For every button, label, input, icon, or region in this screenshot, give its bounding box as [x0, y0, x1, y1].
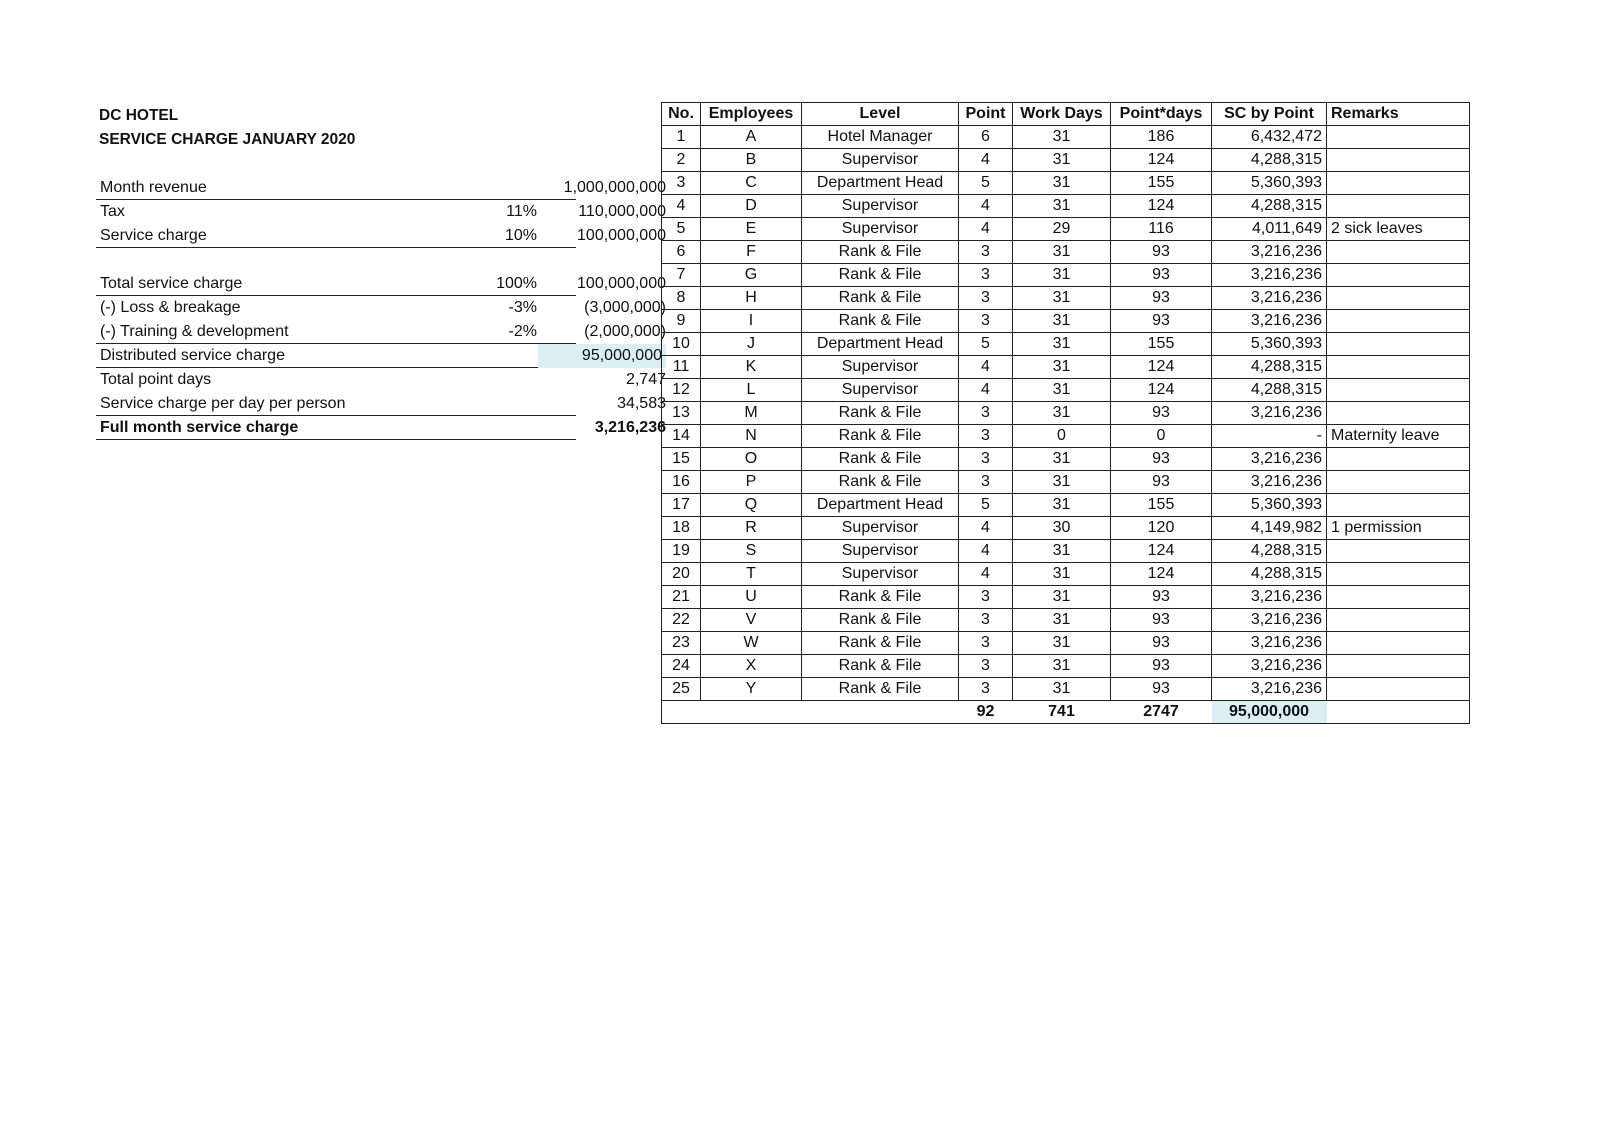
- cell-employee: L: [701, 379, 802, 402]
- table-row: [662, 379, 1470, 402]
- col-header-remarks: Remarks: [1327, 103, 1470, 126]
- hotel-name: DC HOTEL: [99, 107, 179, 124]
- employee-table: [661, 102, 1470, 724]
- cell-remarks: [1327, 126, 1470, 149]
- cell-no: 12: [662, 379, 701, 402]
- spacer: [96, 248, 576, 272]
- table-row: [662, 517, 1470, 540]
- summary-pct: -3%: [508, 299, 537, 316]
- cell-point: 3: [959, 264, 1013, 287]
- cell-sc-by-point: 4,011,649: [1212, 218, 1327, 241]
- cell-no: 10: [662, 333, 701, 356]
- cell-employee: C: [701, 172, 802, 195]
- summary-row-tax: [96, 200, 666, 224]
- cell-point: 3: [959, 425, 1013, 448]
- summary-pct: 10%: [504, 227, 537, 244]
- cell-remarks: [1327, 264, 1470, 287]
- cell-point: 3: [959, 287, 1013, 310]
- report-title: SERVICE CHARGE JANUARY 2020: [99, 131, 356, 148]
- cell-sc-by-point: 3,216,236: [1212, 264, 1327, 287]
- cell-employee: K: [701, 356, 802, 379]
- summary-amount: 100,000,000: [577, 227, 666, 244]
- table-row: [662, 149, 1470, 172]
- total-work-days: 741: [1013, 701, 1111, 724]
- summary-row-total-point-days: [96, 368, 666, 392]
- cell-sc-by-point: 3,216,236: [1212, 632, 1327, 655]
- total-point: 92: [959, 701, 1013, 724]
- cell-point-days: 93: [1111, 609, 1212, 632]
- cell-point-days: 93: [1111, 310, 1212, 333]
- cell-remarks: [1327, 655, 1470, 678]
- cell-point-days: 93: [1111, 471, 1212, 494]
- cell-employee: Q: [701, 494, 802, 517]
- cell-no: 11: [662, 356, 701, 379]
- cell-employee: U: [701, 586, 802, 609]
- cell-remarks: [1327, 586, 1470, 609]
- cell-no: 20: [662, 563, 701, 586]
- cell-sc-by-point: 3,216,236: [1212, 310, 1327, 333]
- summary-amount: 100,000,000: [577, 275, 666, 292]
- cell-level: Department Head: [802, 494, 959, 517]
- cell-point-days: 116: [1111, 218, 1212, 241]
- table-row: [662, 563, 1470, 586]
- cell-point: 4: [959, 356, 1013, 379]
- summary-row-month-revenue: [96, 176, 666, 200]
- cell-employee: H: [701, 287, 802, 310]
- summary-row-full-month: [96, 416, 666, 440]
- cell-sc-by-point: 5,360,393: [1212, 494, 1327, 517]
- summary-label: Service charge: [100, 227, 207, 244]
- cell-employee: T: [701, 563, 802, 586]
- cell-level: Rank & File: [802, 448, 959, 471]
- cell-no: 6: [662, 241, 701, 264]
- cell-point: 5: [959, 494, 1013, 517]
- cell-employee: N: [701, 425, 802, 448]
- total-cell-blank: [701, 701, 802, 724]
- cell-employee: S: [701, 540, 802, 563]
- summary-row-per-day-person: [96, 392, 666, 416]
- cell-employee: D: [701, 195, 802, 218]
- cell-remarks: [1327, 609, 1470, 632]
- cell-remarks: [1327, 402, 1470, 425]
- col-header-point-days: Point*days: [1111, 103, 1212, 126]
- table-row: [662, 425, 1470, 448]
- cell-no: 9: [662, 310, 701, 333]
- cell-point-days: 124: [1111, 379, 1212, 402]
- cell-employee: X: [701, 655, 802, 678]
- cell-point: 3: [959, 402, 1013, 425]
- cell-employee: M: [701, 402, 802, 425]
- table-row: [662, 609, 1470, 632]
- cell-level: Supervisor: [802, 195, 959, 218]
- col-header-employees: Employees: [701, 103, 802, 126]
- summary-label: Total point days: [100, 371, 212, 388]
- cell-work-days: 31: [1013, 609, 1111, 632]
- cell-work-days: 31: [1013, 195, 1111, 218]
- cell-point-days: 186: [1111, 126, 1212, 149]
- cell-work-days: 31: [1013, 149, 1111, 172]
- cell-remarks: [1327, 471, 1470, 494]
- summary-row-total-service-charge: [96, 272, 666, 296]
- summary-row-distributed: [96, 344, 662, 368]
- cell-level: Supervisor: [802, 540, 959, 563]
- cell-no: 17: [662, 494, 701, 517]
- total-point-days: 2747: [1111, 701, 1212, 724]
- cell-point: 6: [959, 126, 1013, 149]
- cell-no: 19: [662, 540, 701, 563]
- cell-no: 21: [662, 586, 701, 609]
- cell-point: 3: [959, 471, 1013, 494]
- cell-sc-by-point: 3,216,236: [1212, 655, 1327, 678]
- cell-remarks: Maternity leave: [1327, 425, 1470, 448]
- cell-point-days: 93: [1111, 632, 1212, 655]
- table-header-row: [662, 103, 1470, 126]
- cell-no: 15: [662, 448, 701, 471]
- table-row: [662, 333, 1470, 356]
- cell-point-days: 93: [1111, 678, 1212, 701]
- cell-employee: F: [701, 241, 802, 264]
- cell-employee: R: [701, 517, 802, 540]
- cell-employee: G: [701, 264, 802, 287]
- cell-employee: J: [701, 333, 802, 356]
- cell-level: Rank & File: [802, 402, 959, 425]
- summary-label: (-) Loss & breakage: [100, 299, 241, 316]
- cell-work-days: 31: [1013, 471, 1111, 494]
- summary-amount: 95,000,000: [538, 344, 666, 368]
- cell-point-days: 155: [1111, 333, 1212, 356]
- cell-point: 3: [959, 609, 1013, 632]
- summary-amount: 110,000,000: [578, 203, 666, 220]
- cell-sc-by-point: 3,216,236: [1212, 241, 1327, 264]
- cell-employee: Y: [701, 678, 802, 701]
- summary-label: Full month service charge: [100, 419, 299, 436]
- cell-point-days: 93: [1111, 402, 1212, 425]
- cell-sc-by-point: -: [1212, 425, 1327, 448]
- cell-no: 4: [662, 195, 701, 218]
- cell-remarks: [1327, 241, 1470, 264]
- cell-level: Hotel Manager: [802, 126, 959, 149]
- table-row: [662, 471, 1470, 494]
- cell-level: Rank & File: [802, 586, 959, 609]
- cell-employee: I: [701, 310, 802, 333]
- cell-employee: A: [701, 126, 802, 149]
- cell-no: 22: [662, 609, 701, 632]
- table-row: [662, 356, 1470, 379]
- cell-no: 8: [662, 287, 701, 310]
- cell-level: Supervisor: [802, 218, 959, 241]
- table-row: [662, 264, 1470, 287]
- total-sc-by-point: 95,000,000: [1212, 701, 1327, 724]
- cell-level: Rank & File: [802, 310, 959, 333]
- cell-level: Rank & File: [802, 609, 959, 632]
- cell-remarks: [1327, 540, 1470, 563]
- cell-level: Department Head: [802, 172, 959, 195]
- cell-sc-by-point: 3,216,236: [1212, 287, 1327, 310]
- cell-point: 5: [959, 172, 1013, 195]
- cell-no: 3: [662, 172, 701, 195]
- table-row: [662, 287, 1470, 310]
- cell-remarks: [1327, 678, 1470, 701]
- summary-pct: -2%: [508, 323, 537, 340]
- cell-point: 4: [959, 540, 1013, 563]
- cell-sc-by-point: 6,432,472: [1212, 126, 1327, 149]
- cell-remarks: [1327, 149, 1470, 172]
- cell-level: Rank & File: [802, 425, 959, 448]
- cell-employee: B: [701, 149, 802, 172]
- cell-work-days: 31: [1013, 356, 1111, 379]
- cell-point-days: 93: [1111, 448, 1212, 471]
- cell-point-days: 0: [1111, 425, 1212, 448]
- summary-amount: 34,583: [617, 395, 666, 412]
- cell-no: 14: [662, 425, 701, 448]
- cell-sc-by-point: 4,149,982: [1212, 517, 1327, 540]
- summary-amount: (3,000,000): [584, 299, 666, 316]
- total-cell-blank: [1327, 701, 1470, 724]
- table-row: [662, 655, 1470, 678]
- table-row: [662, 448, 1470, 471]
- cell-work-days: 31: [1013, 540, 1111, 563]
- cell-sc-by-point: 3,216,236: [1212, 448, 1327, 471]
- cell-sc-by-point: 3,216,236: [1212, 586, 1327, 609]
- cell-remarks: [1327, 356, 1470, 379]
- table-row: [662, 172, 1470, 195]
- summary-amount: 2,747: [625, 371, 666, 388]
- cell-work-days: 31: [1013, 402, 1111, 425]
- cell-point: 4: [959, 379, 1013, 402]
- summary-label: Month revenue: [100, 179, 207, 196]
- col-header-work-days: Work Days: [1013, 103, 1111, 126]
- cell-work-days: 30: [1013, 517, 1111, 540]
- cell-work-days: 31: [1013, 264, 1111, 287]
- summary-row-service-charge: [96, 224, 666, 248]
- cell-employee: W: [701, 632, 802, 655]
- cell-work-days: 31: [1013, 126, 1111, 149]
- cell-level: Supervisor: [802, 356, 959, 379]
- cell-point: 3: [959, 310, 1013, 333]
- cell-no: 23: [662, 632, 701, 655]
- table-row: [662, 678, 1470, 701]
- cell-point-days: 93: [1111, 586, 1212, 609]
- summary-block: [96, 176, 666, 440]
- cell-point-days: 124: [1111, 356, 1212, 379]
- cell-work-days: 31: [1013, 379, 1111, 402]
- cell-work-days: 31: [1013, 655, 1111, 678]
- table-row: [662, 494, 1470, 517]
- cell-point: 3: [959, 655, 1013, 678]
- cell-sc-by-point: 3,216,236: [1212, 609, 1327, 632]
- cell-level: Rank & File: [802, 678, 959, 701]
- cell-level: Supervisor: [802, 563, 959, 586]
- cell-point: 3: [959, 586, 1013, 609]
- cell-point: 4: [959, 517, 1013, 540]
- cell-level: Rank & File: [802, 287, 959, 310]
- table-row: [662, 310, 1470, 333]
- cell-work-days: 31: [1013, 586, 1111, 609]
- cell-employee: E: [701, 218, 802, 241]
- cell-remarks: [1327, 448, 1470, 471]
- total-cell-blank: [802, 701, 959, 724]
- table-row: [662, 586, 1470, 609]
- table-row: [662, 195, 1470, 218]
- cell-remarks: 2 sick leaves: [1327, 218, 1470, 241]
- cell-employee: V: [701, 609, 802, 632]
- cell-sc-by-point: 4,288,315: [1212, 379, 1327, 402]
- total-cell-blank: [662, 701, 701, 724]
- summary-label: (-) Training & development: [100, 323, 289, 340]
- cell-remarks: [1327, 172, 1470, 195]
- cell-employee: P: [701, 471, 802, 494]
- summary-pct: 100%: [496, 275, 537, 292]
- cell-remarks: [1327, 310, 1470, 333]
- summary-amount: 3,216,236: [594, 419, 666, 436]
- cell-no: 7: [662, 264, 701, 287]
- cell-work-days: 31: [1013, 632, 1111, 655]
- col-header-level: Level: [802, 103, 959, 126]
- cell-point-days: 93: [1111, 264, 1212, 287]
- cell-work-days: 31: [1013, 448, 1111, 471]
- cell-point: 4: [959, 218, 1013, 241]
- cell-point: 3: [959, 632, 1013, 655]
- cell-work-days: 31: [1013, 172, 1111, 195]
- cell-no: 16: [662, 471, 701, 494]
- summary-label: Tax: [100, 203, 125, 220]
- cell-point-days: 93: [1111, 287, 1212, 310]
- cell-no: 24: [662, 655, 701, 678]
- cell-level: Rank & File: [802, 241, 959, 264]
- cell-remarks: [1327, 195, 1470, 218]
- table-row: [662, 218, 1470, 241]
- cell-point-days: 124: [1111, 149, 1212, 172]
- cell-remarks: [1327, 632, 1470, 655]
- cell-sc-by-point: 3,216,236: [1212, 678, 1327, 701]
- cell-level: Rank & File: [802, 632, 959, 655]
- cell-level: Department Head: [802, 333, 959, 356]
- cell-point-days: 124: [1111, 563, 1212, 586]
- table-row: [662, 402, 1470, 425]
- table-row: [662, 241, 1470, 264]
- summary-amount: 1,000,000,000: [563, 179, 666, 196]
- cell-no: 5: [662, 218, 701, 241]
- cell-level: Supervisor: [802, 379, 959, 402]
- summary-label: Total service charge: [100, 275, 243, 292]
- cell-point-days: 93: [1111, 241, 1212, 264]
- table-row: [662, 126, 1470, 149]
- cell-work-days: 0: [1013, 425, 1111, 448]
- summary-label: Distributed service charge: [100, 347, 285, 364]
- cell-remarks: 1 permission: [1327, 517, 1470, 540]
- cell-sc-by-point: 4,288,315: [1212, 540, 1327, 563]
- cell-work-days: 31: [1013, 287, 1111, 310]
- cell-remarks: [1327, 563, 1470, 586]
- col-header-point: Point: [959, 103, 1013, 126]
- cell-point-days: 120: [1111, 517, 1212, 540]
- cell-sc-by-point: 5,360,393: [1212, 333, 1327, 356]
- cell-work-days: 31: [1013, 241, 1111, 264]
- cell-no: 18: [662, 517, 701, 540]
- cell-no: 13: [662, 402, 701, 425]
- cell-point: 3: [959, 678, 1013, 701]
- cell-level: Supervisor: [802, 149, 959, 172]
- cell-remarks: [1327, 287, 1470, 310]
- cell-work-days: 31: [1013, 310, 1111, 333]
- cell-sc-by-point: 5,360,393: [1212, 172, 1327, 195]
- cell-sc-by-point: 3,216,236: [1212, 402, 1327, 425]
- summary-label: Service charge per day per person: [100, 395, 346, 412]
- cell-level: Rank & File: [802, 471, 959, 494]
- cell-level: Supervisor: [802, 517, 959, 540]
- summary-row-training: [96, 320, 666, 344]
- col-header-no: No.: [662, 103, 701, 126]
- summary-pct: 11%: [506, 203, 537, 220]
- cell-remarks: [1327, 379, 1470, 402]
- cell-point-days: 124: [1111, 540, 1212, 563]
- cell-sc-by-point: 4,288,315: [1212, 356, 1327, 379]
- cell-sc-by-point: 4,288,315: [1212, 149, 1327, 172]
- cell-level: Rank & File: [802, 264, 959, 287]
- cell-point: 3: [959, 241, 1013, 264]
- table-row: [662, 632, 1470, 655]
- cell-point: 5: [959, 333, 1013, 356]
- cell-sc-by-point: 4,288,315: [1212, 195, 1327, 218]
- totals-row: [662, 701, 1470, 724]
- summary-amount: (2,000,000): [584, 323, 666, 340]
- cell-no: 25: [662, 678, 701, 701]
- cell-no: 2: [662, 149, 701, 172]
- cell-work-days: 31: [1013, 678, 1111, 701]
- cell-level: Rank & File: [802, 655, 959, 678]
- cell-employee: O: [701, 448, 802, 471]
- cell-point-days: 155: [1111, 494, 1212, 517]
- cell-point: 4: [959, 563, 1013, 586]
- cell-remarks: [1327, 333, 1470, 356]
- cell-no: 1: [662, 126, 701, 149]
- cell-sc-by-point: 4,288,315: [1212, 563, 1327, 586]
- cell-point-days: 155: [1111, 172, 1212, 195]
- summary-row-loss-breakage: [96, 296, 666, 320]
- cell-sc-by-point: 3,216,236: [1212, 471, 1327, 494]
- cell-point-days: 93: [1111, 655, 1212, 678]
- cell-point: 4: [959, 195, 1013, 218]
- table-row: [662, 540, 1470, 563]
- cell-work-days: 31: [1013, 563, 1111, 586]
- cell-point: 4: [959, 149, 1013, 172]
- cell-work-days: 31: [1013, 333, 1111, 356]
- cell-point-days: 124: [1111, 195, 1212, 218]
- cell-work-days: 29: [1013, 218, 1111, 241]
- cell-work-days: 31: [1013, 494, 1111, 517]
- cell-point: 3: [959, 448, 1013, 471]
- cell-remarks: [1327, 494, 1470, 517]
- col-header-sc-by-point: SC by Point: [1212, 103, 1327, 126]
